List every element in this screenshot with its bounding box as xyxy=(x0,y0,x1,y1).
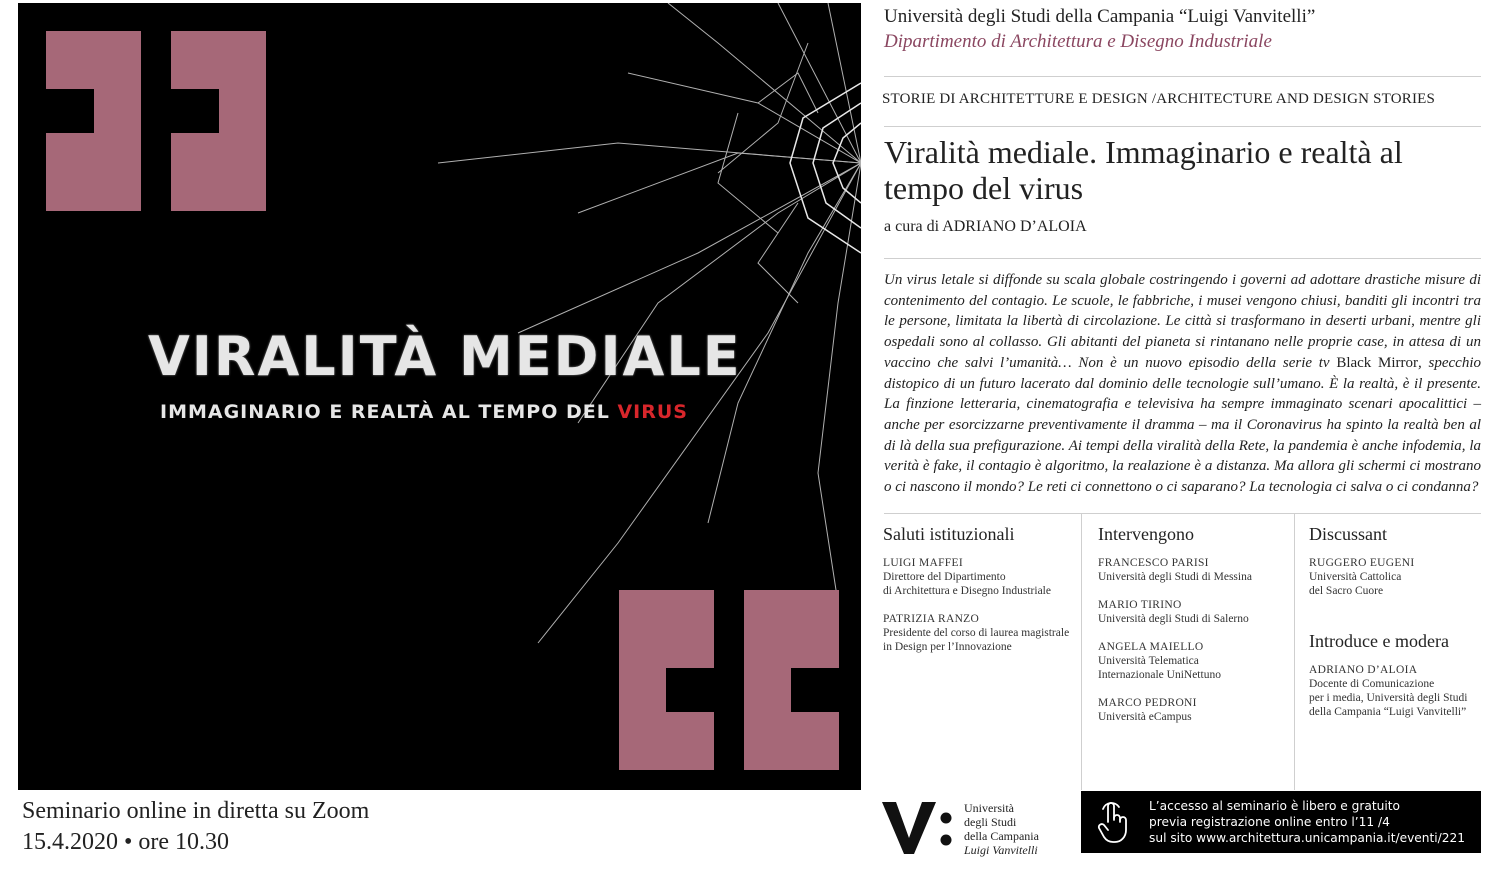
logo-line: degli Studi xyxy=(964,815,1017,829)
event-curator: a cura di ADRIANO D’ALOIA xyxy=(884,218,1087,235)
speaker-role: Università Cattolica xyxy=(1309,571,1402,583)
abstract-part-2: , specchio distopico di un futuro lacerato dal dominio delle tecnologie sull’umano. È la realtà, è il presente. La finzione letteraria, cinematografia e televisiva ha sempre immaginato scenari apocalittici – anche per esorcizzarne preventivamente il dramma – ma il Coronavirus ha spinto la realtà ben al di là della sua prefigurazione. Ai tempi della viralità della Rete, la pandemia è anche infodemia, la verità è fake, il contagio è algoritmo, la realazione è a distanza. Ma allora gli schermi ci mostrano o ci nascono il mondo? Le reti ci connettono o ci saparano? La tecnologia ci salva o ci condanna? xyxy=(884,354,1481,496)
speaker-role: del Sacro Cuore xyxy=(1309,585,1384,597)
department-name: Dipartimento di Architettura e Disegno Industriale xyxy=(884,31,1272,52)
speaker-role: di Architettura e Disegno Industriale xyxy=(883,585,1051,597)
speaker-name: FRANCESCO PARISI xyxy=(1098,557,1209,569)
poster-title: VIRALITÀ MEDIALE xyxy=(148,325,742,388)
access-info-text xyxy=(1149,798,1465,846)
speaker-name: ANGELA MAIELLO xyxy=(1098,641,1204,653)
speaker-role: Università Telematica xyxy=(1098,655,1199,667)
logo-line: Università xyxy=(964,801,1014,815)
speaker-role: in Design per l’Innovazione xyxy=(883,641,1012,653)
speaker-role: Direttore del Dipartimento xyxy=(883,571,1006,583)
speaker-entry xyxy=(1309,663,1484,719)
divider xyxy=(884,258,1481,259)
event-abstract xyxy=(884,270,1481,498)
speaker-role: della Campania “Luigi Vanvitelli” xyxy=(1309,706,1467,718)
close-quote-icon xyxy=(619,590,841,770)
speaker-entry xyxy=(1309,556,1484,598)
poster-image xyxy=(18,3,861,790)
speaker-entry xyxy=(1098,598,1288,626)
access-line: L’accesso al seminario è libero e gratuito xyxy=(1149,799,1400,813)
moderatore-heading: Introduce e modera xyxy=(1309,631,1449,651)
speaker-entry xyxy=(1098,696,1288,724)
hand-pointer-icon xyxy=(1097,800,1131,844)
divider xyxy=(884,76,1481,77)
logo-line: della Campania xyxy=(964,829,1039,843)
speaker-role: Internazionale UniNettuno xyxy=(1098,669,1221,681)
column-separator xyxy=(1081,514,1082,790)
access-line: previa registrazione online entro l’11 /4 xyxy=(1149,815,1390,829)
speaker-role: per i media, Università degli Studi xyxy=(1309,692,1468,704)
poster-subtitle-virus: VIRUS xyxy=(617,401,688,423)
abstract-part-1: Un virus letale si diffonde su scala globale costringendo i governi ad adottare drastiche misure di contenimento del contagio. Le scuole, le fabbriche, i musei vengono chiusi, banditi gli incontri tra le persone, limitata la libertà di circolazione. Le città si trasformano in deserti urbani, mentre gli ospedali sono al collasso. Gli abitanti del pianeta si rintanano nelle proprie case, in attesa di un vaccino che salvi l’umanità… Non è un nuovo episodio della serie tv xyxy=(884,272,1481,371)
speaker-name: MARIO TIRINO xyxy=(1098,599,1182,611)
abstract-show-name: Black Mirror xyxy=(1336,354,1419,371)
speaker-name: MARCO PEDRONI xyxy=(1098,697,1197,709)
speaker-role: Università degli Studi di Messina xyxy=(1098,571,1252,583)
speaker-name: PATRIZIA RANZO xyxy=(883,613,980,625)
intervengono-heading: Intervengono xyxy=(1098,524,1194,544)
event-title: Viralità mediale. Immaginario e realtà al tempo del virus xyxy=(884,134,1403,206)
speaker-entry xyxy=(1098,640,1288,682)
speaker-role: Università degli Studi di Salerno xyxy=(1098,613,1249,625)
university-logo-text xyxy=(964,801,1039,857)
speaker-name: ADRIANO D’ALOIA xyxy=(1309,664,1418,676)
discussant-heading: Discussant xyxy=(1309,524,1387,544)
saluti-heading: Saluti istituzionali xyxy=(883,524,1015,544)
speaker-entry xyxy=(883,556,1073,598)
saluti-column xyxy=(883,514,1073,654)
column-separator xyxy=(1294,514,1295,790)
speaker-entry xyxy=(883,612,1073,654)
logo-line: Luigi Vanvitelli xyxy=(964,843,1038,857)
speaker-role: Docente di Comunicazione xyxy=(1309,678,1435,690)
speaker-entry xyxy=(1098,556,1288,584)
university-name: Università degli Studi della Campania “Luigi Vanvitelli” xyxy=(884,6,1316,27)
poster-subtitle-main: IMMAGINARIO E REALTÀ AL TEMPO DEL xyxy=(160,401,610,423)
access-info-box xyxy=(1081,791,1481,853)
access-line: sul sito www.architettura.unicampania.it/eventi/221 xyxy=(1149,831,1466,845)
intervengono-column xyxy=(1098,514,1288,724)
divider xyxy=(884,126,1481,127)
speaker-name: LUIGI MAFFEI xyxy=(883,557,963,569)
footer-date-line: 15.4.2020 • ore 10.30 xyxy=(22,829,230,855)
speaker-role: Università eCampus xyxy=(1098,711,1192,723)
footer-zoom-line: Seminario online in diretta su Zoom xyxy=(22,798,370,824)
poster-subtitle xyxy=(160,401,688,423)
speaker-role: Presidente del corso di laurea magistrale xyxy=(883,627,1070,639)
discussant-column xyxy=(1309,514,1484,719)
series-title: STORIE DI ARCHITETTURE E DESIGN /ARCHITECTURE AND DESIGN STORIES xyxy=(882,91,1436,107)
university-logo xyxy=(882,800,962,856)
speaker-name: RUGGERO EUGENI xyxy=(1309,557,1415,569)
open-quote-icon xyxy=(46,31,268,211)
